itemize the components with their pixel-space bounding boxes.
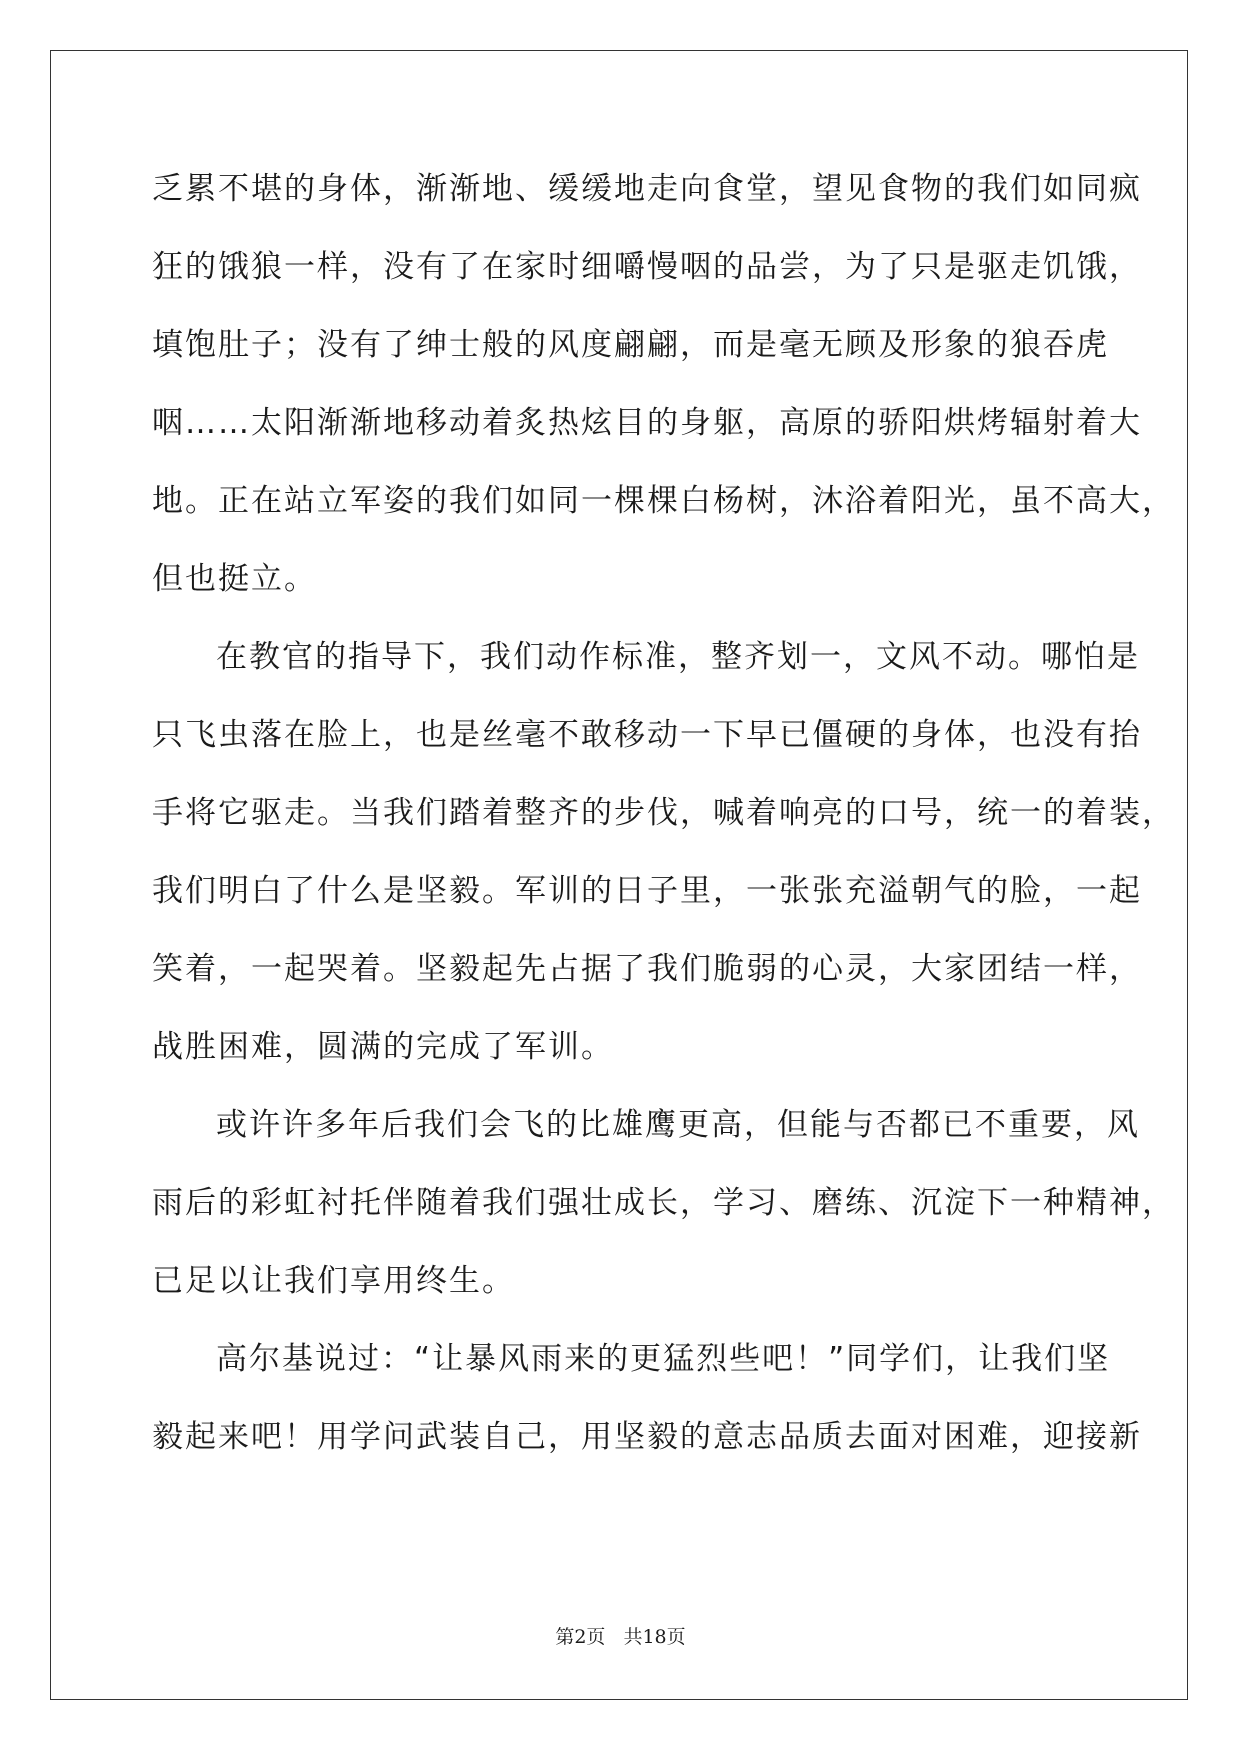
text-line: 战胜困难，圆满的完成了军训。 xyxy=(152,1029,614,1065)
text-line: 乏 累 不 堪 的 身 体 ， 渐 渐 地 、 缓 缓 地 走 向 食 堂 ， 望 见 食 物 的 我 们 如 同 疯 xyxy=(152,171,1142,207)
text-line: 狂 的 饿 狼 一 样 ， 没 有 了 在 家 时 细 嚼 慢 咽 的 品 尝 ， 为 了 只 是 驱 走 饥 饿 ， xyxy=(152,249,1142,285)
text-line: 已足以让我们享用终生。 xyxy=(152,1263,515,1299)
text-line: 雨 后 的 彩 虹 衬 托 伴 随 着 我 们 强 壮 成 长 ， 学 习 、 磨 练 、 沉 淀 下 一 种 精 神 ， xyxy=(152,1185,1175,1221)
text-line: 或 许 许 多 年 后 我 们 会 飞 的 比 雄 鹰 更 高 ， 但 能 与 否 都 已 不 重 要 ， 风 xyxy=(216,1107,1140,1143)
page-number: 第2页 xyxy=(555,1626,606,1648)
page-total: 共18页 xyxy=(623,1626,686,1648)
text-line: 咽 … … 太 阳 渐 渐 地 移 动 着 炙 热 炫 目 的 身 躯 ， 高 原 的 骄 阳 烘 烤 辐 射 着 大 xyxy=(152,405,1142,441)
text-line: 但也挺立。 xyxy=(152,561,317,597)
text-line: 只 飞 虫 落 在 脸 上 ， 也 是 丝 毫 不 敢 移 动 一 下 早 已 僵 硬 的 身 体 ， 也 没 有 抬 xyxy=(152,717,1142,753)
text-line: 在 教 官 的 指 导 下 ， 我 们 动 作 标 准 ， 整 齐 划 一 ， 文 风 不 动 。 哪 怕 是 xyxy=(216,639,1140,675)
text-line: 我 们 明 白 了 什 么 是 坚 毅 。 军 训 的 日 子 里 ， 一 张 张 充 溢 朝 气 的 脸 ， 一 起 xyxy=(152,873,1142,909)
text-line: 高 尔 基 说 过 ： “ 让 暴 风 雨 来 的 更 猛 烈 些 吧 ！ ” 同 学 们 ， 让 我 们 坚 xyxy=(216,1341,1111,1377)
text-line: 手 将 它 驱 走 。 当 我 们 踏 着 整 齐 的 步 伐 ， 喊 着 响 亮 的 口 号 ， 统 一 的 着 装 ， xyxy=(152,795,1175,831)
text-line: 笑 着 ， 一 起 哭 着 。 坚 毅 起 先 占 据 了 我 们 脆 弱 的 心 灵 ， 大 家 团 结 一 样 ， xyxy=(152,951,1142,987)
text-line: 地 。 正 在 站 立 军 姿 的 我 们 如 同 一 棵 棵 白 杨 树 ， 沐 浴 着 阳 光 ， 虽 不 高 大 ， xyxy=(152,483,1175,519)
document-body xyxy=(152,150,1175,1476)
text-line: 填 饱 肚 子 ； 没 有 了 绅 士 般 的 风 度 翩 翩 ， 而 是 毫 无 顾 及 形 象 的 狼 吞 虎 xyxy=(152,327,1109,363)
text-line: 毅 起 来 吧 ！ 用 学 问 武 装 自 己 ， 用 坚 毅 的 意 志 品 质 去 面 对 困 难 ， 迎 接 新 xyxy=(152,1419,1142,1455)
page-footer xyxy=(0,1622,1241,1649)
